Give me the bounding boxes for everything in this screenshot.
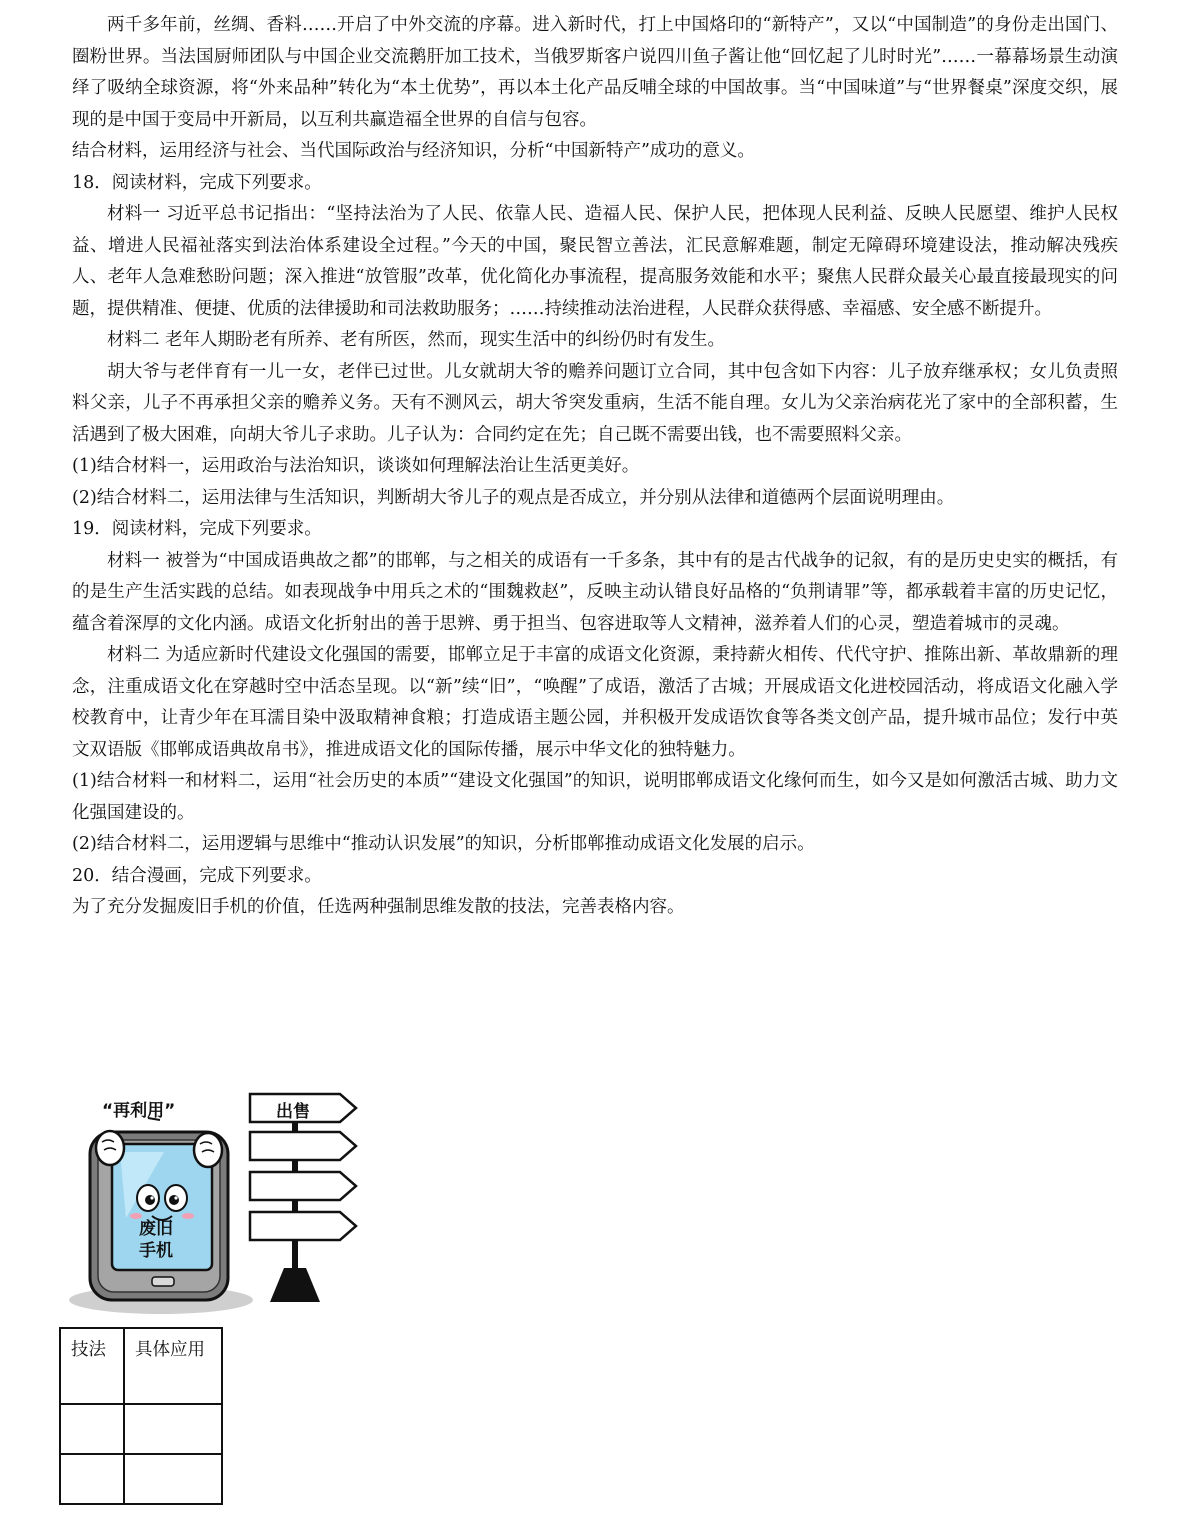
table-header-application: 具体应用	[124, 1328, 222, 1404]
q20-requirement: 为了充分发掘废旧手机的价值，任选两种强制思维发散的技法，完善表格内容。	[72, 897, 685, 917]
answer-table	[59, 1327, 223, 1505]
q19-material-1: 材料一 被誉为“中国成语典故之都”的邯郸，与之相关的成语有一千多条，其中有的是古代战争的记叙，有的是历史史实的概括，有的是生产生活实践的总结。如表现战争中用兵之术的“围魏救赵”，反映主动认错良好品格的“负荆请罪”等，都承载着丰富的历史记忆，蕴含着深厚的文化内涵。成语文化折射出的善于思辨、勇于担当、包容进取等人文精神，滋养着人们的心灵，塑造着城市的灵魂。	[72, 550, 1118, 634]
phone-icon	[90, 1131, 228, 1300]
cartoon-figure	[68, 1088, 368, 1318]
q18-subquestion-1: (1)结合材料一，运用政治与法治知识，谈谈如何理解法治让生活更美好。	[72, 456, 640, 476]
signpost-icon	[250, 1094, 356, 1302]
q18-material-1: 材料一 习近平总书记指出：“坚持法治为了人民、依靠人民、造福人民、保护人民，把体现人民利益、反映人民愿望、维护人民权益、增进人民福祉落实到法治体系建设全过程。”今天的中国，聚民智立善法，汇民意解难题，制定无障碍环境建设法，推动解决残疾人、老年人急难愁盼问题；深入推进“放管服”改革，优化简化办事流程，提高服务效能和水平；聚焦人民群众最关心最直接最现实的问题，提供精准、便捷、优质的法律援助和司法救助服务；……持续推动法治进程，人民群众获得感、幸福感、安全感不断提升。	[72, 204, 1118, 319]
question-17-prompt: 结合材料，运用经济与社会、当代国际政治与经济知识，分析“中国新特产”成功的意义。	[72, 141, 755, 161]
question-19-title: 19．阅读材料，完成下列要求。	[72, 519, 322, 539]
question-20-title: 20．结合漫画，完成下列要求。	[72, 865, 322, 886]
passage-paragraph: 两千多年前，丝绸、香料……开启了中外交流的序幕。进入新时代，打上中国烙印的“新特产”，又以“中国制造”的身份走出国门、圈粉世界。当法国厨师团队与中国企业交流鹅肝加工技术，当俄罗斯客户说四川鱼子酱让他“回忆起了儿时时光”……一幕幕场景生动演绎了吸纳全球资源，将“外来品种”转化为“本土优势”，再以本土化产品反哺全球的中国故事。当“中国味道”与“世界餐桌”深度交织，展现的是中国于变局中开新局，以互利共赢造福全世界的自信与包容。	[72, 15, 1118, 130]
sign-label-sell: 出售	[276, 1102, 310, 1122]
document-page	[72, 10, 1118, 924]
table-cell[interactable]	[124, 1404, 222, 1454]
q18-subquestion-2: (2)结合材料二，运用法律与生活知识，判断胡大爷儿子的观点是否成立，并分别从法律和道德两个层面说明理由。	[72, 487, 955, 508]
table-header-technique: 技法	[60, 1328, 124, 1404]
q18-material-2-case: 胡大爷与老伴育有一儿一女，老伴已过世。儿女就胡大爷的赡养问题订立合同，其中包含如下内容：儿子放弃继承权；女儿负责照料父亲，儿子不再承担父亲的赡养义务。天有不测风云，胡大爷突发重病，生活不能自理。女儿为父亲治病花光了家中的全部积蓄，生活遇到了极大困难，向胡大爷儿子求助。儿子认为：合同约定在先；自己既不需要出钱，也不需要照料父亲。	[72, 361, 1118, 445]
q19-subquestion-1: (1)结合材料一和材料二，运用“社会历史的本质”“建设文化强国”的知识，说明邯郸成语文化缘何而生，如今又是如何激活古城、助力文化强国建设的。	[72, 771, 1118, 823]
table-row	[60, 1404, 222, 1454]
question-18-title: 18．阅读材料，完成下列要求。	[72, 172, 322, 193]
reuse-caption: “再利用”	[102, 1101, 176, 1121]
table-cell[interactable]	[124, 1454, 222, 1504]
q19-subquestion-2: (2)结合材料二，运用逻辑与思维中“推动认识发展”的知识，分析邯郸推动成语文化发展的启示。	[72, 834, 815, 854]
q18-material-2: 材料二 老年人期盼老有所养、老有所医，然而，现实生活中的纠纷仍时有发生。	[107, 330, 726, 350]
phone-screen-label: 废旧手机	[139, 1219, 173, 1261]
cartoon-drawing	[68, 1088, 368, 1318]
table-header-row	[60, 1328, 222, 1404]
table-cell[interactable]	[60, 1404, 124, 1454]
table-cell[interactable]	[60, 1454, 124, 1504]
table-row	[60, 1454, 222, 1504]
q19-material-2: 材料二 为适应新时代建设文化强国的需要，邯郸立足于丰富的成语文化资源，秉持薪火相传、代代守护、推陈出新、革故鼎新的理念，注重成语文化在穿越时空中活态呈现。以“新”续“旧”，“唤醒”了成语，激活了古城；开展成语文化进校园活动，将成语文化融入学校教育中，让青少年在耳濡目染中汲取精神食粮；打造成语主题公园，并积极开发成语饮食等各类文创产品，提升城市品位；发行中英文双语版《邯郸成语典故帛书》，推进成语文化的国际传播，展示中华文化的独特魅力。	[72, 645, 1118, 760]
